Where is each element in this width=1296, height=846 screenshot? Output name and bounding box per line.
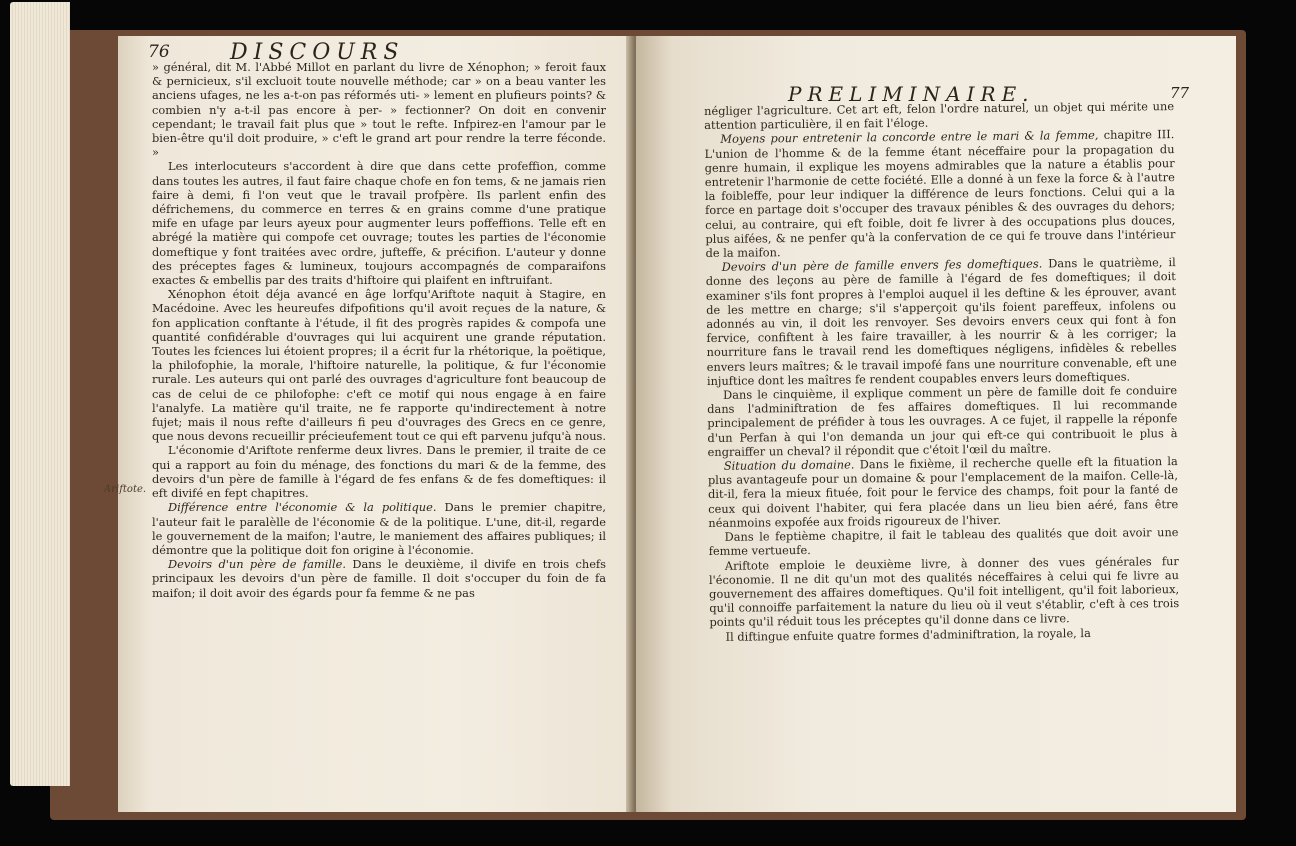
paragraph-body: négliger l'agriculture. Cet art eft, felon l'ordre naturel, un objet qui mérite une attention particulière, il en fait l'éloge. (704, 99, 1175, 133)
paragraph (152, 159, 606, 287)
paragraph-body: chapitre III. L'union de l'homme & de la femme étant néceffaire pour la propagation du genre humain, il explique les moyens admirables que la nature a établis pour entretenir l'harmonie de cette fociété. Elle a donné à un fexe la force & à l'autre la foibleffe, pour leur indiquer la différence de leurs fonctions. Celui qui a la force en partage doit s'occuper des travaux pénibles & des ouvrages du dehors; celui, au contraire, qui eft foible, doit fe livrer à des occupations plus douces, plus aifées, & ne penfer qu'à la confervation de ce qui fe trouve dans l'intérieur de la maifon. (704, 127, 1176, 261)
right-page-text (704, 99, 1181, 814)
paragraph-lead: Moyens pour entretenir la concorde entre le mari & la femme, (720, 128, 1099, 147)
paragraph (152, 500, 606, 557)
paragraph (706, 255, 1177, 388)
paragraph-body: Ariftote emploie le deuxième livre, à donner des vues générales fur l'économie. Il ne dit qu'un mot des qualités néceffaires à celui qui fe livre au gouvernement des affaires domeftiques. Qu'il foit intelligent, qu'il foit laborieux, qu'il connoiffe parfaitement la nature du lieu où il veut s'établir, c'eft à ces trois points qu'il réduit tous les préceptes qu'il donne dans ce livre. (708, 553, 1180, 630)
paragraph-body: Dans le deuxième, il divife en trois chefs principaux les devoirs d'un père de famille. Il doit s'occuper du foin de fa maifon; il doit avoir des égards pour fa femme & ne pas (152, 557, 606, 600)
paragraph-body: Dans le cinquième, il explique comment un père de famille doit fe conduire dans l'adminiftration de fes affaires domeftiques. Il lui recommande principalement de préfider à tous les ouvrages. A ce fujet, il rappelle la réponfe d'un Perfan à qui l'on demanda un jour qui eft-ce qui contribuoit le plus à engraiffer un cheval? il répondit que c'étoit l'œil du maître. (707, 383, 1178, 459)
paragraph (704, 127, 1175, 260)
paragraph (707, 383, 1178, 459)
paragraph-body: Dans le quatrième, il donne des leçons au père de famille à l'égard de fes domeftiques; il doit examiner s'ils font propres à l'emploi auquel il les deftine & les éprouver, avant de les mettre en charge; s'il s'apperçoit qu'ils foient pareffeux, infolens ou adonnés au vin, il doit les renvoyer. Ses devoirs envers ceux qui font à fon fervice, confiftent à les faire travailler, à les nourrir & à les corriger; la nourriture fans le travail rend les domeftiques négligens, infidèles & rebelles envers leurs maîtres; & le travail impofé fans une nourriture convenable, eft une injuftice dont les maîtres fe rendent coupables envers leurs domeftiques. (705, 255, 1177, 388)
paragraph-lead: Situation du domaine. (723, 457, 855, 473)
left-folio: 76 (148, 42, 170, 62)
paragraph-body: » général, dit M. l'Abbé Millot en parlant du livre de Xénophon; » feroit faux & pernicieux, s'il excluoit toute nouvelle méthode; car » on a beau vanter les anciens ufages, ne les a-t-on pas réformés uti- » lement en plufieurs points? & combien n'y a-t-il pas encore à per- » fectionner? On doit en convenir cependant; le travail fait plus que » tout le refte. Infpirez-en l'amour par le bien-être qu'il doit produire, » c'eft le grand art pour rendre la terre féconde. » (152, 60, 606, 160)
margin-note: Ariftote. (104, 484, 147, 495)
paragraph-body: Dans le fixième, il recherche quelle eft la fituation la plus avantageufe pour un domaine & pour l'emplacement de la maifon. Celle-là, dit-il, fera la mieux fituée, foit pour le fervice des champs, foit pour la fanté de ceux qui doivent l'habiter, qui fera placée dans un lieu bien aéré, fans être néanmoins expofée aux froids rigoureux de l'hiver. (707, 454, 1179, 530)
paragraph-lead: Différence entre l'économie & la politique. (168, 500, 437, 515)
right-folio: 77 (1170, 84, 1190, 102)
left-running-head: DISCOURS (230, 40, 405, 65)
left-page-text (152, 60, 606, 790)
paragraph-body: Xénophon étoit déja avancé en âge lorfqu'Ariftote naquit à Stagire, en Macédoine. Avec les heureufes difpofitions qu'il avoit reçues de la nature, & fon application conftante à l'étude, il fit des progrès rapides & compofa une quantité confidérable d'ouvrages qui lui acquirent une grande réputation. Toutes les fciences lui étoient propres; il a écrit fur la rhétorique, la poëtique, la philofophie, la morale, l'hiftoire naturelle, la politique, & fur l'économie rurale. Les auteurs qui ont parlé des ouvrages d'agriculture font beaucoup de cas de celui de ce philofophe: c'eft ce motif qui nous engage à en faire l'analyfe. La matière qu'il traite, ne fe rapporte qu'indirectement à notre fujet; mais il nous refte d'ailleurs fi peu d'ouvrages des Grecs en ce genre, que nous devons recueillir précieufement tout ce qui eft parvenu jufqu'à nous. (152, 287, 607, 444)
paragraph-body: L'économie d'Ariftote renferme deux livres. Dans le premier, il traite de ce qui a rapport au foin du ménage, des fonctions du mari & de la femme, des devoirs d'un père de famille à l'égard de fes enfans & de fes domeftiques: il eft divifé en fept chapitres. (152, 443, 606, 501)
paragraph-body: Dans le feptième chapitre, il fait le tableau des qualités que doit avoir une femme vertueufe. (708, 525, 1179, 559)
paragraph (152, 443, 606, 500)
paragraph (709, 554, 1180, 630)
paragraph (152, 60, 606, 159)
paragraph-body: Il diftingue enfuite quatre formes d'adminiftration, la royale, la (725, 625, 1091, 644)
paragraph (152, 557, 606, 600)
paragraph-lead: Devoirs d'un père de famille. (168, 557, 347, 572)
page-edges (10, 2, 70, 786)
paragraph (152, 287, 606, 443)
paragraph-body: Les interlocuteurs s'accordent à dire que dans cette profeffion, comme dans toutes les autres, il faut faire chaque chofe en fon tems, & ne jamais rien faire à demi, fi l'on veut que le travail profpère. Ils parlent enfin des défrichemens, du commerce en terres & en grains comme d'une pratique mife en ufage par leurs ayeux pour augmenter leurs poffeffions. Telle eft en abrégé la matière qui compofe cet ouvrage; toutes les parties de l'économie domeftique y font traitées avec ordre, jufteffe, & précifion. L'auteur y donne des préceptes fages & lumineux, toujours accompagnés de comparaifons exactes & embellis par des traits d'hiftoire qui plaifent en inftruifant. (152, 159, 606, 288)
paragraph-lead: Devoirs d'un père de famille envers fes domeftiques. (721, 256, 1043, 275)
paragraph-body: Dans le premier chapitre, l'auteur fait le paralèlle de l'économie & de la politique. L'une, dit-il, regarde le gouvernement de la maifon; l'autre, le maniement des affaires publiques; il démontre que la politique doit fon origine à l'économie. (152, 500, 607, 557)
right-running-head: PRELIMINAIRE. (788, 82, 1035, 106)
paragraph (708, 454, 1179, 530)
